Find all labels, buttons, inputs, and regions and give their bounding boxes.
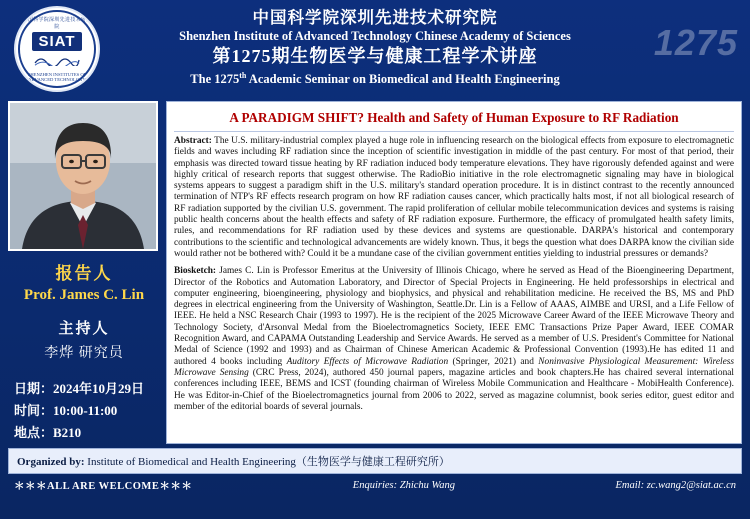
event-time [14,400,160,422]
series-title-en-ordinal: th [239,71,247,80]
host-role-label: 主持人 [58,321,110,337]
biosketch-text-3: (CRC Press, 2024), authored 450 journal papers, magazine articles and book chapters.He has chaired several international conferences including IEEE, BEMS and ICST (founding chairman of Wireless Mobile Communication and Healthcare - MobiHealth Conference). He was Editor-in-Chief of the Bioelectromagnetics journal from 2006 to 2022, served as magazine columnist, book series editor, guest editor and member of the editorial boards of several journals. [174,367,734,412]
event-date [14,378,160,400]
speaker-role-label: 报告人 [55,264,113,283]
poster-body [8,101,742,444]
abstract-text: The U.S. military-industrial complex played a huge role in influencing research on the biological effects from exposure to electromagnetic fields and waves including RF radiation since the inception of scientific investigation in middle of the past century. For most of that period, their emphasis was directed toward tissue heating by RF radiation induced body temperature elevations. They have rigorously defended against and were highly critical of research reports that suggest otherwise. The RadioBio initiative in the role electromagnetic signaling may have in biological systems appears to suggest a paradigm shift in the U.S. military's standard operation procedure. It is in distinct contrast to the recently announced termination of NTP's RF effects research program on how RF radiation causes cancer, which practically halts most, if not all biological research of RF radiation supported by the civilian U.S. government. The rapid proliferation of cellular mobile telecommunication devices and systems is raising public health concerns about the health effects and safety of RF radiation exposure. Furthermore, the efficacy of promulgated health safety limits, rules, and recommendations for RF radiation used by these devices and systems are questionable. DARPA's historical and contemporary contributions to the scientific and technological advancements are widely known. Thus, it begs the question what does DARPA know the civilian side would rather not be bothered with? Could it be a mundane case of the civilian government entities yielding to industrial pressures or demands? [174,136,734,259]
logo-wave-icon [34,54,80,66]
poster-footer [8,474,742,493]
book-title-1: Auditory Effects of Microwave Radiation [286,356,449,367]
event-details [8,378,160,444]
enquiries-note: Enquiries: Zhichu Wang [352,480,456,491]
organizer-label: Organized by: [17,456,85,468]
event-date-label: 日期： [14,381,54,396]
event-venue [14,422,160,444]
biosketch-text-2: (Springer, 2021) and [448,356,539,367]
series-title-cn: 第1275期生物医学与健康工程学术讲座 [212,46,538,66]
speaker-portrait-image [10,103,156,249]
abstract-paragraph [174,136,734,260]
welcome-note: ＊＊＊ALL ARE WELCOME＊＊＊ [14,481,193,492]
organizer-value: Institute of Biomedical and Health Engineering（生物医学与健康工程研究所） [87,456,450,468]
organizer-bar [8,448,742,474]
biosketch-paragraph [174,266,734,413]
event-venue-label: 地点： [14,425,54,440]
event-time-value: 10:00-11:00 [53,403,118,418]
speaker-column [8,101,160,444]
org-name-cn: 中国科学院深圳先进技术研究院 [252,8,498,27]
issue-number: 1275 [653,22,738,63]
talk-title: A PARADIGM SHIFT? Health and Safety of Human Exposure to RF Radiation [174,107,734,132]
biosketch-text-1: James C. Lin is Professor Emeritus at the University of Illinois Chicago, where he served as Head of the Bioengineering Department, Director of the Robotics and Automation Laboratory, and Director of Special Projects in Engineering. He held professorships in electrical and computer engineering, bioengineering, physiology and biophysics, and physical and rehabilitation medicine. He received the BS, MS and PhD degrees in electrical engineering from the University of Washington, Seattle.Dr. Lin is a Fellow of AAAS, AIMBE and URSI, and a Life Fellow of IEEE. He held a NSC Research Chair (1993 to 1997). He is the recipient of the 2025 Microwave Career Award of the IEEE Microwave Theory and Technology Society, d'Arsonval Medal from the Bioelectromagnetics Society, IEEE EMC Transactions Prize Paper Award, IEEE COMAR Recognition Award, and CAPAMA Outstanding Leadership and Service Awards. He served as a member of U.S. President's Committee for National Medal of Science (1992 and 1993) and as Chairman of Chinese American Academic & Professional Convention (1993).He has edited 11 and authored 4 books including [174,266,734,367]
book-title-2: Noninvasive Physiological Measurement: Wireless Microwave Sensing [174,356,735,378]
event-venue-value: B210 [53,425,82,440]
header-titles [8,6,742,87]
contact-email: Email: zc.wang2@siat.ac.cn [615,480,736,491]
host-name: 李烨 研究员 [44,346,124,361]
siat-logo [14,6,100,92]
event-time-label: 时间： [14,403,54,418]
poster-header [8,6,742,98]
logo-ring-text-en: SHENZHEN INSTITUTES OF ADVANCED TECHNOLOGY [27,72,87,82]
abstract-label: Abstract: [174,136,212,146]
org-name-en: Shenzhen Institute of Advanced Technology Chinese Academy of Sciences [179,29,571,43]
speaker-photo [8,101,158,251]
series-title-en [8,68,742,87]
talk-panel [166,101,742,444]
biosketch-label: Biosketch: [174,266,217,277]
logo-acronym: SIAT [32,32,81,51]
series-title-en-pre: The 1275 [190,72,240,87]
event-date-value: 2024年10月29日 [53,381,145,396]
series-title-en-post: Academic Seminar on Biomedical and Health Engineering [246,72,560,87]
logo-ring-text-cn: 中国科学院深圳先进技术研究院 [22,18,92,30]
speaker-name: Prof. James C. Lin [23,287,145,303]
